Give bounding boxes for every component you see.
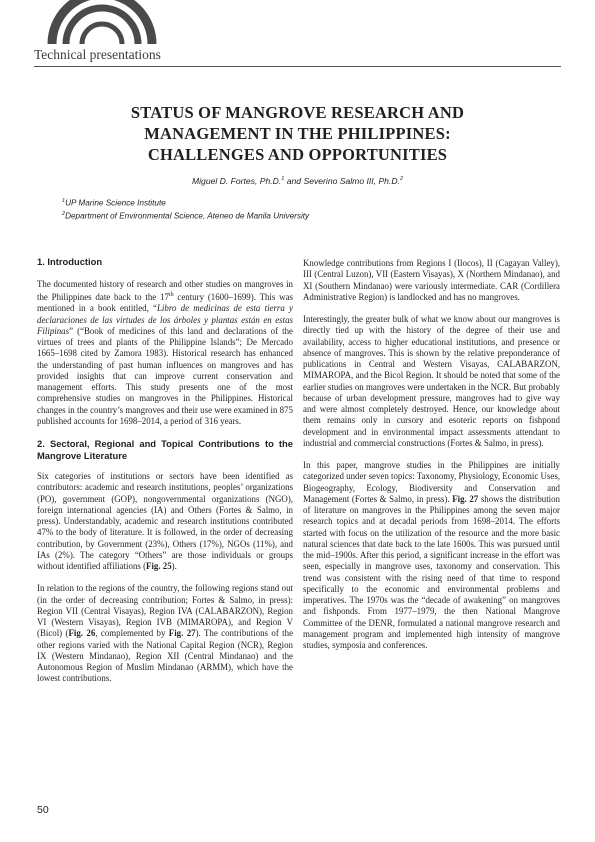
affiliation-text: Department of Environmental Science, Ateneo de Manila University: [65, 211, 310, 221]
author-2-affil: 2: [399, 176, 404, 183]
paragraph-regions-continued: Knowledge contributions from Regions I (Ilocos), II (Cagayan Valley), III (Central Luzon), VII (Eastern Visayas), X (Northern Mindanao), and XI (Southern Mindanao) were variously intermediate. CAR (Cordillera Administrative Region) is landlocked and has no mangroves.: [303, 258, 560, 302]
affiliation-2: [62, 211, 309, 221]
title-line-1: STATUS OF MANGROVE RESEARCH AND: [130, 103, 465, 122]
left-column: [37, 256, 293, 685]
figure-reference: Fig. 25: [146, 561, 172, 572]
paragraph-topics: In this paper, mangrove studies in the Philippines are initially categorized under seven topics: Taxonomy, Physiology, Economic Uses, Biogeography, Ecology, Biodiversity and Conservation and Management (Fortes & Salmo, in press). Fig. 27 shows the distribution of literature on mangroves in the Philippines among the seven major research topics and at decadal periods from 1698–2014. The efforts started with focus on the utilization of the resource and the more basic natural sciences that date back to the late 1600s. This was pursued until the mid–1900s. After this period, a significant increase in the effort was seen, especially in mangrove uses, taxonomy and conservation. This trend was consistent with the rising need of that time to respond specifically to the economic and environmental problems and imperatives. The 1970s was the “decade of awakening” on mangroves and fishponds. From 1977–1979, the then National Mangrove Committee of the DENR, formulated a national mangrove research and management program and implemented high intensity of mangrove studies, symposia and conferences.: [303, 460, 560, 650]
paragraph-knowledge: Interestingly, the greater bulk of what we know about our mangroves is directly tied up with the history of the degree of their use and availability, access to higher educational institutions, and presence or absence of mangroves. This is shown by the relative preponderance of publications in Central and Western Visayas, CALABARZON, MIMAROPA, and the Bicol Region. It should be noted that some of the earlier studies on mangroves were undertaken in the NCR. But probably because of urban development pressure, mangroves had to give way and were almost completely destroyed. Hence, our knowledge about them remains only in cursory and esoteric reports on fishpond development and in environmental impact assessments attendant to industrial and commercial constructions (Fortes & Salmo, in press).: [303, 314, 560, 448]
author-line: [60, 176, 535, 186]
title-line-2: MANAGEMENT IN THE PHILIPPINES:: [144, 124, 451, 143]
affiliation-1: [62, 198, 166, 208]
heading-sectoral: 2. Sectoral, Regional and Topical Contributions to the Mangrove Literature: [37, 438, 293, 462]
paper-title: [60, 102, 535, 165]
affiliation-text: UP Marine Science Institute: [65, 198, 166, 208]
header-rule: [34, 66, 561, 67]
book-title: Libro de medicinas de esta tierra y declaraciones de las virtudes de los árboles y plantas están en estas Filipinas: [37, 303, 293, 336]
figure-reference: Fig. 26: [68, 628, 96, 639]
heading-introduction: 1. Introduction: [37, 256, 103, 267]
affiliation-num: 1: [62, 198, 66, 204]
affiliation-num: 2: [62, 211, 66, 217]
paragraph-regions: In relation to the regions of the country, the following regions stand out (in the order of decreasing contribution; Fortes & Salmo, in press): Region VII (Central Visayas), Region IVA (CALABARZON), Region VI (Western Visayas), Region IVB (MIMAROPA), and Region V (Bicol) (Fig. 26, complemented by Fig. 27). The contributions of the other regions varied with the National Capital Region (NCR), Region IX (Western Mindanao), Region XII (Central Mindanao) and the Autonomous Region of Muslim Mindanao (ARMM), which have the lowest contributions.: [37, 583, 294, 684]
figure-reference: Fig. 27: [452, 493, 479, 504]
author-1: Miguel D. Fortes, Ph.D.: [191, 176, 282, 186]
page-number: 50: [37, 804, 49, 816]
right-column: [303, 258, 560, 651]
author-connector: and Severino Salmo III, Ph.D.: [284, 176, 400, 186]
paragraph-introduction: The documented history of research and other studies on mangroves in the Philippines date back to the 17th century (1600–1699). This was mentioned in a book entitled, “Libro de medicinas de esta tierra y declaraciones de las virtudes de los árboles y plantas están en estas Filipinas” (“Book of medicines of this land and declarations of the virtues of trees and plants of the Philippine Islands”; De Mercado 1665–1698 cited by Zamora 1983). Historical research has enhanced the understanding of past human influences on mangroves and has provided insights that can improve current conservation and management efforts. This study presents one of the most comprehensive studies on mangroves in the Philippines. Historical changes in the country’s mangroves and their use were examined in 875 published accounts for 1698–2014, a period of 316 years.: [37, 279, 293, 426]
paragraph-sectors: Six categories of institutions or sectors have been identified as contributors: academic and research institutions, peoples’ organizations (PO), government (GOP), nongovernmental organizations (NGO), foreign international agencies (IA) and Others (Fortes & Salmo, in press). Understandably, academic and research institutions contributed 47% to the body of literature. It is followed, in the order of decreasing contribution, by Government (23%), Others (17%), NGOs (11%), and IAs (2%). The category “Others” are those individuals or groups without identified affiliations (Fig. 25).: [37, 471, 293, 572]
section-label: Technical presentations: [34, 47, 161, 62]
author-1-affil: 1: [281, 176, 285, 183]
title-line-3: CHALLENGES AND OPPORTUNITIES: [147, 145, 448, 164]
figure-reference: Fig. 27: [168, 628, 196, 639]
